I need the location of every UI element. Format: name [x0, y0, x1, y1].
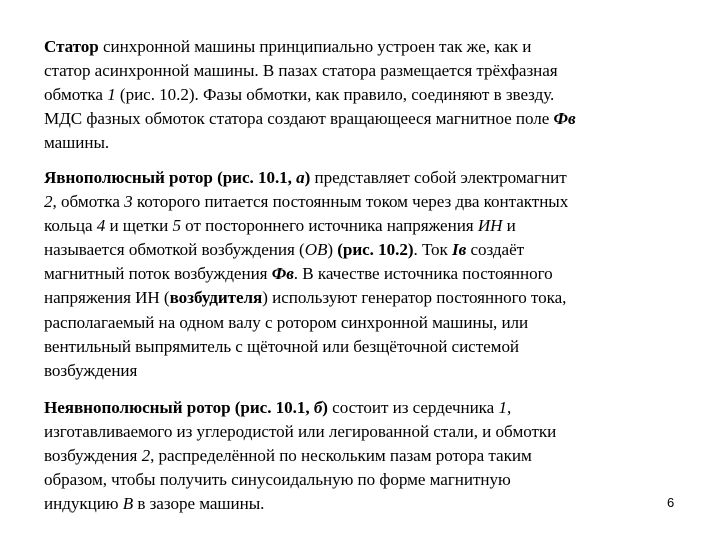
text-line: [44, 107, 684, 131]
paragraph-stator: [44, 35, 684, 155]
text-run: , распределённой по нескольким пазам ротора таким: [150, 446, 532, 466]
symbol-induction: B: [122, 494, 134, 514]
text-run: кольца: [44, 216, 97, 236]
text-run: . Ток: [413, 240, 453, 260]
text-line: [44, 214, 684, 238]
text-run: изготавливаемого из углеродистой или легированной стали, и обмотки: [44, 422, 557, 442]
text-run: которого питается постоянным током через два контактных: [132, 192, 569, 212]
text-line: [44, 335, 684, 359]
figure-letter: а: [296, 168, 305, 187]
text-line: [44, 262, 684, 286]
abbreviation: ИН: [477, 216, 503, 236]
text-line: [44, 35, 684, 59]
text-line: [44, 420, 684, 444]
text-run: называется обмоткой возбуждения (: [44, 240, 305, 260]
text-line: [44, 492, 684, 516]
reference-number: 1: [107, 85, 116, 105]
text-run: магнитный поток возбуждения: [44, 264, 272, 284]
text-run: ) используют генератор постоянного тока,: [262, 288, 567, 308]
reference-number: 1: [498, 398, 507, 417]
text-run: ,: [506, 398, 512, 417]
symbol-flux: Фв: [553, 109, 576, 129]
text-run: МДС фазных обмоток статора создают вращающееся магнитное поле: [44, 109, 554, 129]
term-salient-pole-rotor: Явнополюсный ротор (рис. 10.1,: [44, 168, 297, 187]
text-run: . В качестве источника постоянного: [293, 264, 553, 284]
text-run: возбуждения: [44, 360, 138, 380]
text-run: вентильный выпрямитель с щёточной или безщёточной системой: [44, 336, 520, 356]
text-run: ): [304, 168, 311, 187]
text-run: и щетки: [105, 216, 173, 236]
abbreviation: ОВ: [304, 240, 328, 260]
text-line: [44, 190, 684, 214]
reference-number: 3: [124, 192, 133, 212]
reference-number: 5: [172, 216, 181, 236]
reference-number: 4: [96, 216, 106, 236]
page-number: 6: [667, 495, 675, 510]
text-line: [44, 311, 684, 335]
text-run: , обмотка: [52, 192, 125, 212]
text-run: ): [327, 240, 338, 260]
reference-number: 2: [44, 192, 53, 212]
paragraph-non-salient-pole-rotor: [44, 396, 684, 516]
text-line: [44, 444, 684, 468]
figure-reference: (рис. 10.2): [337, 240, 414, 260]
text-line: [44, 166, 684, 190]
term-exciter: возбудителя: [169, 288, 263, 308]
text-run: создаёт: [466, 240, 525, 260]
text-run: возбуждения: [44, 446, 142, 466]
text-run: образом, чтобы получить синусоидальную по форме магнитную: [44, 470, 511, 490]
term-stator: Статор: [44, 37, 99, 56]
text-line: [44, 468, 684, 492]
text-line: [44, 59, 684, 83]
text-line: [44, 286, 684, 310]
text-run: и: [502, 216, 516, 236]
text-run: располагаемый на одном валу с ротором синхронной машины, или: [44, 312, 529, 332]
text-run: представляет собой электромагнит: [310, 168, 567, 187]
paragraph-salient-pole-rotor: [44, 166, 684, 383]
text-run: (рис. 10.2). Фазы обмотки, как правило, соединяют в звезду.: [115, 85, 555, 105]
text-run: состоит из сердечника: [327, 398, 499, 417]
symbol-current: Iв: [452, 240, 467, 260]
text-line: [44, 396, 684, 420]
text-run: машины.: [44, 133, 110, 153]
reference-number: 2: [141, 446, 151, 466]
text-run: индукцию: [44, 494, 123, 514]
text-line: [44, 131, 684, 155]
symbol-flux: Фв: [271, 264, 294, 284]
text-run: статор асинхронной машины. В пазах статора размещается трёхфазная: [44, 61, 558, 81]
text-run: ): [322, 398, 328, 417]
text-run: обмотка: [44, 85, 108, 105]
term-non-salient-pole-rotor: Неявнополюсный ротор (рис. 10.1,: [44, 398, 314, 417]
text-line: [44, 359, 684, 383]
text-line: [44, 83, 684, 107]
text-run: в зазоре машины.: [133, 494, 265, 514]
figure-letter: б: [313, 398, 323, 417]
text-run: от постороннего источника напряжения: [180, 216, 478, 236]
text-run: напряжения ИН (: [44, 288, 170, 308]
text-line: [44, 238, 684, 262]
text-run: синхронной машины принципиально устроен так же, как и: [98, 37, 532, 56]
